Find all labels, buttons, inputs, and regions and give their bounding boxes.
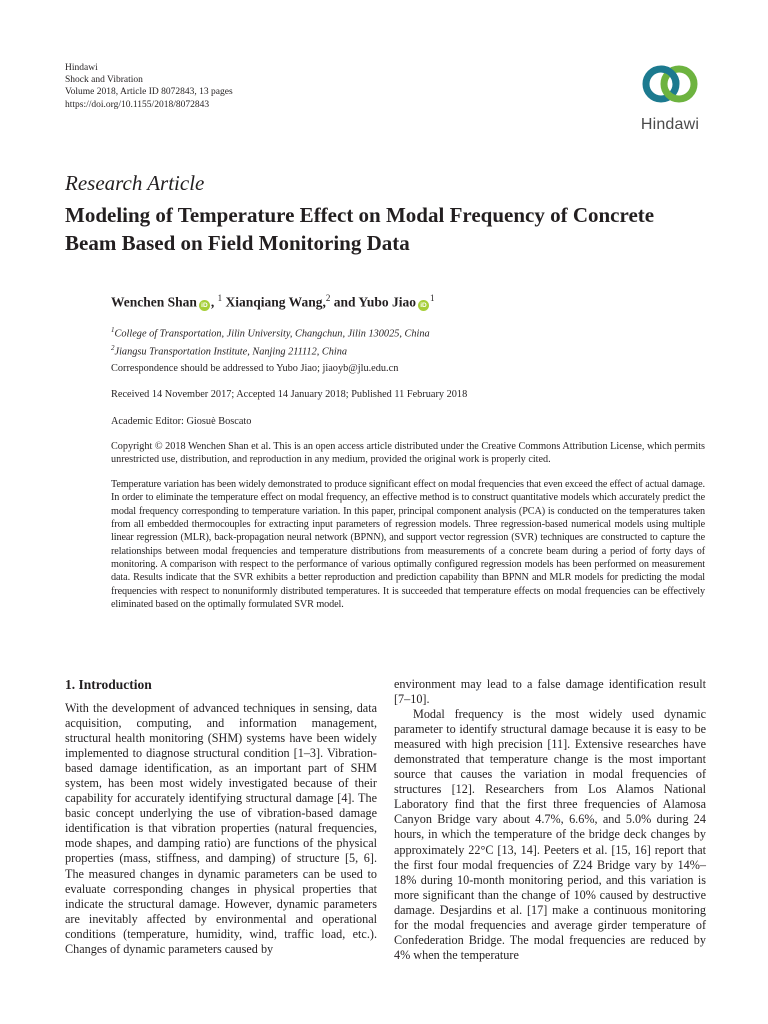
affiliation-item [111,341,711,359]
publication-dates: Received 14 November 2017; Accepted 14 January 2018; Published 11 February 2018 [111,389,468,400]
abstract: Temperature variation has been widely demonstrated to produce significant effect on modal frequencies that even exceed the effect of actual damage. In order to eliminate the temperature effect on modal frequency, an effective method is to construct quantitative models which accurately predict the modal frequency corresponding to temperature variation. In this paper, principal component analysis (PCA) is conducted on the temperatures taken from all embedded thermocouples for extracting input parameters of regression models. Three regression-based numerical models using multiple linear regression (MLR), back-propagation neural network (BPNN), and support vector regression (SVR) techniques are constructed to capture the relationships between modal frequencies and temperature distributions from measurements of a concrete beam during a period of forty days of monitoring. A comparison with respect to the performance of various optimally configured regression models has been performed on measurement data. Results indicate that the SVR exhibits a better reproduction and prediction capability than BPNN and MLR models for predicting the modal frequencies with respect to nonuniformly distributed temperatures. It is succeeded that temperature effects on modal frequencies can be effectively eliminated based on the optimally formulated SVR model. [111,479,705,611]
author-affiliation-mark: 1 [217,293,223,303]
affiliation-mark: 1 [111,326,115,334]
orcid-icon[interactable]: iD [418,300,429,311]
affiliation-text: Jiangsu Transportation Institute, Nanjing 211112, China [114,346,348,358]
body-paragraph: environment may lead to a false damage identification result [7–10]. [394,677,706,707]
author-name: Xianqiang Wang, [225,294,326,310]
left-column [65,677,377,957]
affiliation-item [111,323,711,341]
author-affiliation-mark: 1 [430,293,435,303]
copyright-notice: Copyright © 2018 Wenchen Shan et al. This is an open access article distributed under the Creative Commons Attribution License, which permits unrestricted use, distribution, and reproduction in any medium, provided the original work is properly cited. [111,441,705,466]
volume-info: Volume 2018, Article ID 8072843, 13 pages [65,87,233,98]
author-affiliation-mark: 2 [325,293,331,303]
body-paragraph: Modal frequency is the most widely used dynamic parameter to identify structural damage because it is easy to be measured with high precision [11]. Extensive researches have demonstrated that temperature change is the most important source that causes the variation in modal frequencies of structures [12]. Researchers from Los Alamos National Laboratory find that the first three frequencies of Alamosa Canyon Bridge vary about 4.7%, 6.6%, and 5.0% during 24 hours, in which the temperature of the bridge deck changes by approximately 22°C [13, 14]. Peeters et al. [15, 16] report that the first four modal frequencies of Z24 Bridge vary by 14%–18% during 10-month monitoring period, and this variation is more significant than the change of 10% caused by destructive damage. Desjardins et al. [17] make a continuous monitoring for the modal frequencies and average girder temperature of Confederation Bridge. The modal frequencies are reduced by 4% when the temperature [394,707,706,962]
section-heading: 1. Introduction [65,677,152,692]
orcid-icon[interactable]: iD [199,300,210,311]
journal-name: Shock and Vibration [65,75,143,86]
academic-editor: Academic Editor: Giosuè Boscato [111,416,252,427]
affiliations [111,323,711,360]
logo-wordmark: Hindawi [640,116,700,133]
affiliation-mark: 2 [111,344,115,353]
author-list [111,293,435,311]
affiliation-text: College of Transportation, Jilin University, Changchun, Jilin 130025, China [114,328,430,340]
author-name: and Yubo Jiao [333,294,416,310]
article-type: Research Article [65,171,205,195]
body-paragraph: With the development of advanced techniques in sensing, data acquisition, computing, and information management, structural health monitoring (SHM) systems have been widely implemented to diagnose structural condition [1–3]. Vibration-based damage identification, as an important part of SHM system, has been most widely investigated because of their capability for accurately identifying structural damage [4]. The basic concept underlying the use of vibration-based damage identification is that vibration properties (natural frequencies, mode shapes, and damping ratio) are functions of the physical properties (mass, stiffness, and damping) of structure [5, 6]. The measured changes in dynamic parameters can be used to evaluate corresponding changes in physical properties that indicate the structural damage. However, dynamic parameters are inevitably affected by environmental and operational conditions (temperature, humidity, wind, traffic load, etc.). Changes of dynamic parameters caused by [65,701,377,956]
right-column [394,677,706,963]
article-title: Modeling of Temperature Effect on Modal Frequency of Concrete Beam Based on Field Monitoring Data [65,203,655,255]
hindawi-logo-icon [639,58,701,110]
correspondence: Correspondence should be addressed to Yubo Jiao; jiaoyb@jlu.edu.cn [111,363,399,374]
publisher-name: Hindawi [65,63,98,73]
doi-link[interactable]: https://doi.org/10.1155/2018/8072843 [65,99,210,110]
publisher-logo [630,58,710,134]
author-name: Wenchen Shan [111,294,197,310]
author-separator: , [210,294,218,310]
running-header [65,62,233,111]
